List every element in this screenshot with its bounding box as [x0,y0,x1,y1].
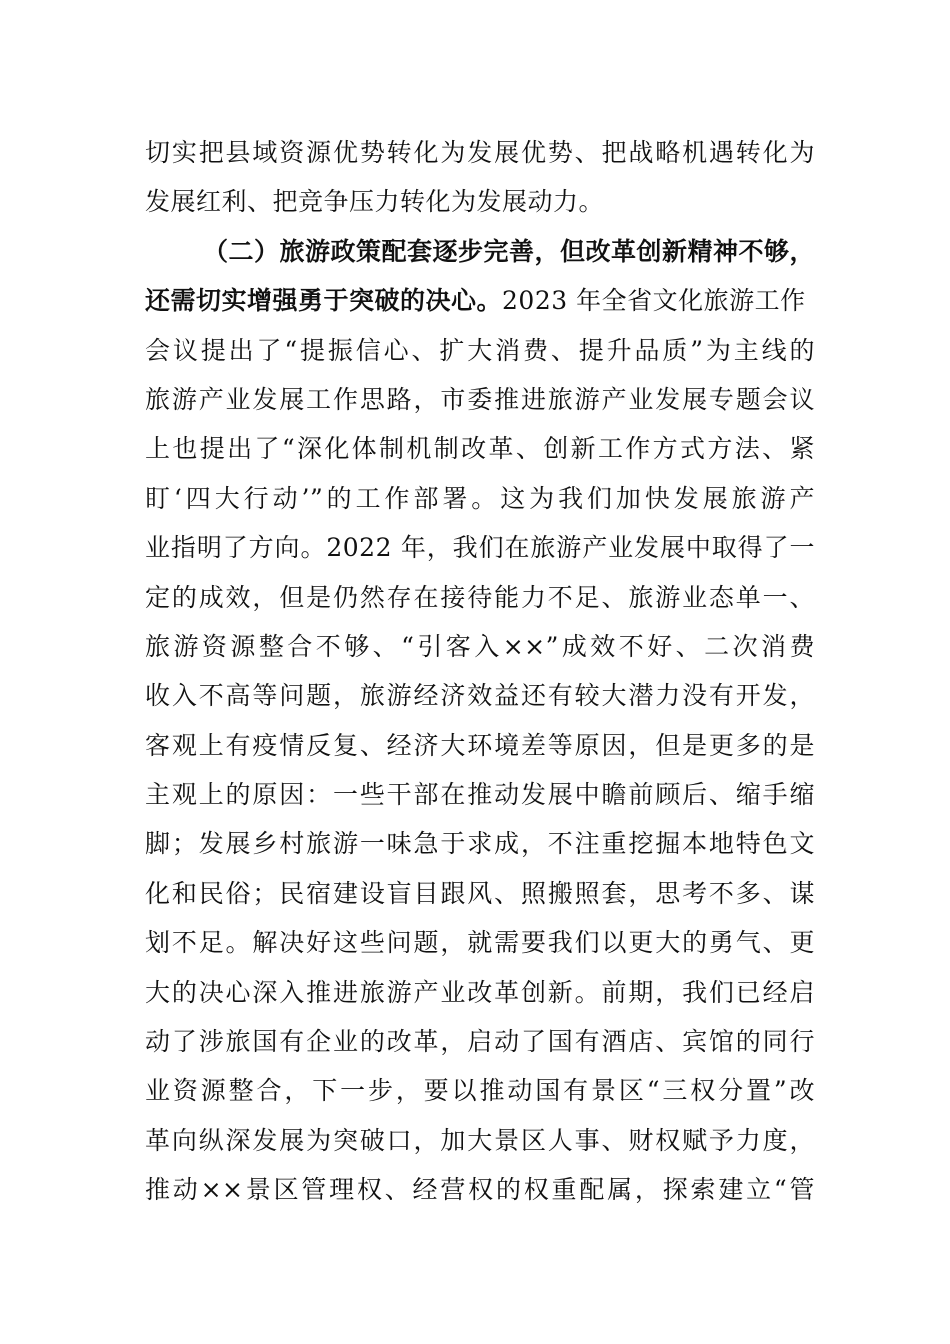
text-line: 客观上有疫情反复、经济大环境差等原因，但是更多的是 [145,730,815,760]
text-line: 旅游产业发展工作思路，市委推进旅游产业发展专题会议 [145,384,815,414]
text-line: 划不足。解决好这些问题，就需要我们以更大的勇气、更 [145,928,815,958]
text-line: 大的决心深入推进旅游产业改革创新。前期，我们已经启 [145,977,815,1007]
text-line: 切实把县域资源优势转化为发展优势、把战略机遇转化为 [145,138,815,167]
section-heading-continuation: 还需切实增强勇于突破的决心。 [145,286,503,316]
text-line: 定的成效，但是仍然存在接待能力不足、旅游业态单一、 [145,582,815,612]
text-line: 业指明了方向。2022 年，我们在旅游产业发展中取得了一 [145,533,815,563]
text-segment: 2023 年全省文化旅游工作 [502,286,806,316]
section-heading: （二）旅游政策配套逐步完善，但改革创新精神不够， [203,236,816,266]
document-body [145,128,815,1215]
text-line: 脚；发展乡村旅游一味急于求成，不注重挖掘本地特色文 [145,829,815,859]
text-line: 动了涉旅国有企业的改革，启动了国有酒店、宾馆的同行 [145,1027,815,1057]
text-line: 推动××景区管理权、经营权的权重配属，探索建立“管 [145,1175,815,1205]
text-line: 发展红利、把竞争压力转化为发展动力。 [145,187,605,217]
text-line: 主观上的原因：一些干部在推动发展中瞻前顾后、缩手缩 [145,780,815,810]
text-line: 上也提出了“深化体制机制改革、创新工作方式方法、紧 [145,434,815,464]
text-line: 盯‘四大行动’”的工作部署。这为我们加快发展旅游产 [145,483,815,513]
text-line: 收入不高等问题，旅游经济效益还有较大潜力没有开发， [145,681,815,711]
text-line: 革向纵深发展为突破口，加大景区人事、财权赋予力度， [145,1125,815,1155]
text-line: 化和民俗；民宿建设盲目跟风、照搬照套，思考不多、谋 [145,878,815,908]
text-line: 业资源整合，下一步，要以推动国有景区“三权分置”改 [145,1076,815,1106]
text-line [145,276,815,325]
text-line: 会议提出了“提振信心、扩大消费、提升品质”为主线的 [145,335,815,365]
text-line: 旅游资源整合不够、“引客入××”成效不好、二次消费 [145,631,815,661]
